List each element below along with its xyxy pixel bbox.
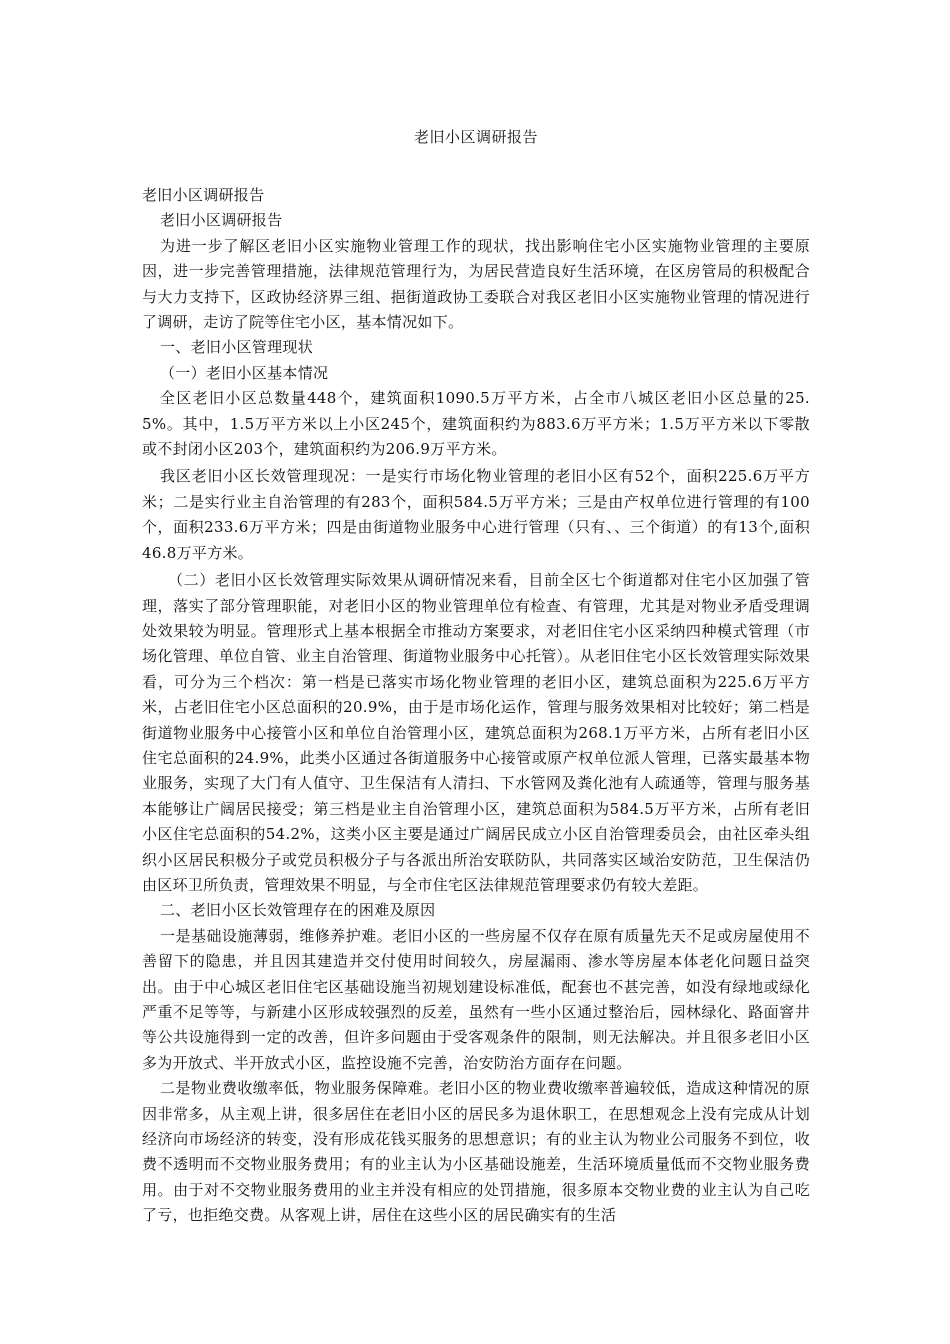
- document-page: [142, 124, 810, 1229]
- section-heading-2: 二、老旧小区长效管理存在的困难及原因: [160, 901, 436, 920]
- paragraph-difficulty-2: 二是物业费收缴率低，物业服务保障难。老旧小区的物业费收缴率普遍较低，造成这种情况的原因非常多，从主观上讲，很多居住在老旧小区的居民多为退休职工，在思想观念上没有完成从计划经济向市场经济的转变，没有形成花钱买服务的思想意识；有的业主认为物业公司服务不到位，收费不透明而不交物业服务费用；有的业主认为小区基础设施差，生活环境质量低而不交物业服务费用。由于对不交物业服务费用的业主并没有相应的处罚措施，很多原本交物业费的业主认为自己吃了亏，也拒绝交费。从客观上讲，居住在这些小区的居民确实有的生活: [142, 1079, 810, 1225]
- document-title: 老旧小区调研报告: [413, 128, 538, 146]
- heading-repeat: 老旧小区调研报告: [142, 186, 265, 204]
- section-heading-1: 一、老旧小区管理现状: [160, 338, 314, 357]
- subheading: 老旧小区调研报告: [160, 211, 283, 230]
- paragraph-basic-stats: 全区老旧小区总数量448个，建筑面积1090.5万平方米，占全市八城区老旧小区总量的25.5%。其中，1.5万平方米以上小区245个，建筑面积约为883.6万平方米；1.5万平方米以下零散或不封闭小区203个，建筑面积约为206.9万平方米。: [142, 389, 810, 459]
- subsection-heading-1-1: （一）老旧小区基本情况: [160, 363, 329, 382]
- paragraph-intro: 为进一步了解区老旧小区实施物业管理工作的现状，找出影响住宅小区实施物业管理的主要原因，进一步完善管理措施，法律规范管理行为，为居民营造良好生活环境，在区房管局的积极配合与大力支持下，区政协经济界三组、挹街道政协工委联合对我区老旧小区实施物业管理的情况进行了调研，走访了院等住宅小区，基本情况如下。: [142, 236, 810, 332]
- paragraph-section-1-2: （二）老旧小区长效管理实际效果从调研情况来看，目前全区七个街道都对住宅小区加强了管理，落实了部分管理职能，对老旧小区的物业管理单位有检查、有管理，尤其是对物业矛盾受理调处效果较为明显。管理形式上基本根据全市推动方案要求，对老旧住宅小区采纳四种模式管理（市场化管理、单位自管、业主自治管理、街道物业服务中心托管）。从老旧住宅小区长效管理实际效果看，可分为三个档次：第一档是已落实市场化物业管理的老旧小区，建筑总面积为225.6万平方米，占老旧住宅小区总面积的20.9%，由于是市场化运作，管理与服务效果相对比较好；第二档是街道物业服务中心接管小区和单位自治管理小区，建筑总面积为268.1万平方米，占所有老旧小区住宅总面积的24.9%，此类小区通过各街道服务中心接管或原产权单位派人管理，已落实最基本物业服务，实现了大门有人值守、卫生保洁有人清扫、下水管网及粪化池有人疏通等，管理与服务基本能够让广阔居民接受；第三档是业主自治管理小区，建筑总面积为584.5万平方米，占所有老旧小区住宅总面积的54.2%，这类小区主要是通过广阔居民成立小区自治管理委员会，由社区牵头组织小区居民积极分子或党员积极分子与各派出所治安联防队，共同落实区域治安防范，卫生保洁仍由区环卫所负责，管理效果不明显，与全市住宅区法律规范管理要求仍有较大差距。: [142, 571, 810, 894]
- paragraph-management-status: 我区老旧小区长效管理现况：一是实行市场化物业管理的老旧小区有52个，面积225.6万平方米；二是实行业主自治管理的有283个，面积584.5万平方米；三是由产权单位进行管理的有100个，面积233.6万平方米；四是由街道物业服务中心进行管理（只有、、三个街道）的有13个,面积46.8万平方米。: [142, 467, 810, 562]
- paragraph-difficulty-1: 一是基础设施薄弱，维修养护难。老旧小区的一些房屋不仅存在原有质量先天不足或房屋使用不善留下的隐患，并且因其建造并交付使用时间较久，房屋漏雨、渗水等房屋本体老化问题日益突出。由于中心城区老旧住宅区基础设施当初规划建设标准低，配套也不甚完善，如没有绿地或绿化严重不足等等，与新建小区形成较强烈的反差，虽然有一些小区通过整治后，园林绿化、路面窨井等公共设施得到一定的改善，但许多问题由于受客观条件的限制，则无法解决。并且很多老旧小区多为开放式、半开放式小区，监控设施不完善，治安防治方面存在问题。: [142, 926, 810, 1072]
